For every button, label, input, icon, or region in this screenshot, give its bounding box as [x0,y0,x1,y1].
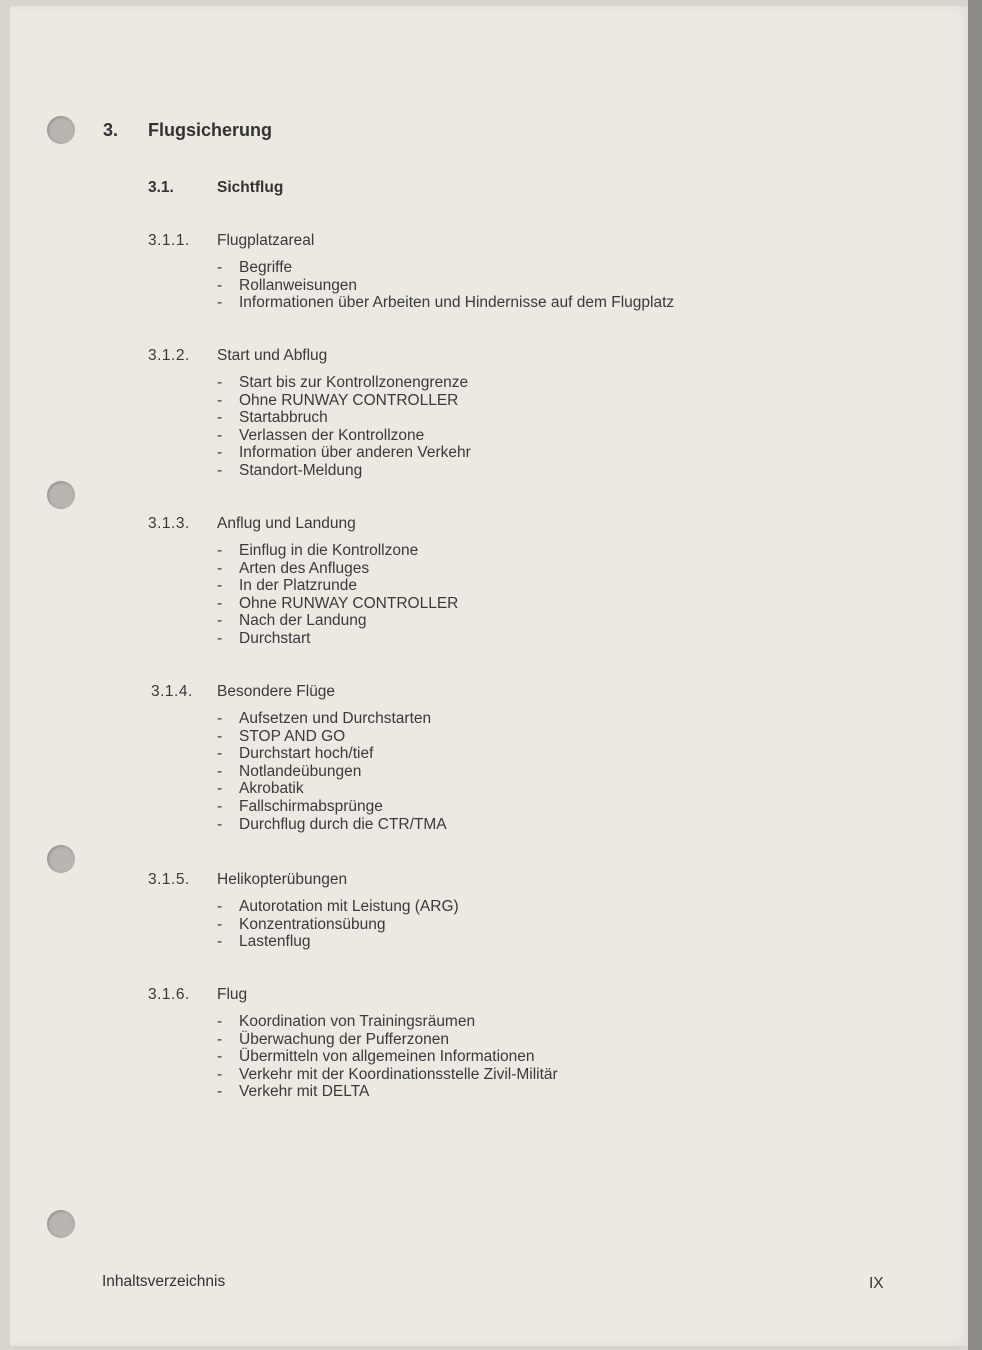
list-item-text: Start bis zur Kontrollzonengrenze [239,374,469,391]
list-item-text: Lastenflug [239,933,311,951]
list-item-text: Begriffe [239,259,293,276]
list-item-text: Startabbruch [239,409,328,427]
bullet-dash: - [217,710,223,727]
punch-hole-1 [47,116,75,144]
subsection-number: 3.1.1. [148,232,190,249]
list-item-text: Koordination von Trainingsräumen [239,1013,476,1030]
list-item-text: Notlandeübungen [239,762,362,780]
list-item-text: Informationen über Arbeiten und Hindernisse auf dem Flugplatz [239,294,675,312]
punch-hole-3 [47,845,75,873]
chapter-number: 3. [103,120,119,140]
bullet-dash: - [217,629,223,647]
subsection-number: 3.1.6. [148,986,190,1003]
subsection-title: Helikopterübungen [217,871,348,888]
bullet-dash: - [217,745,223,763]
bullet-dash: - [217,815,223,833]
subsection-title: Start und Abflug [217,347,328,364]
subsection-number: 3.1.2. [148,347,190,364]
footer-document-title: Inhaltsverzeichnis [102,1273,226,1290]
list-item-text: Durchflug durch die CTR/TMA [239,815,447,833]
bullet-dash: - [217,933,223,951]
bullet-dash: - [217,276,223,294]
list-item-text: Ohne RUNWAY CONTROLLER [239,594,459,612]
list-item-text: Verlassen der Kontrollzone [239,426,425,444]
list-item-text: Standort-Meldung [239,461,363,479]
bullet-dash: - [217,612,223,630]
list-item-text: Information über anderen Verkehr [239,444,471,462]
punch-hole-2 [47,481,75,509]
list-item-text: Überwachung der Pufferzonen [239,1030,449,1048]
subsection-title: Besondere Flüge [217,683,336,700]
bullet-dash: - [217,898,223,915]
list-item-text: In der Platzrunde [239,577,358,595]
subsection-number: 3.1.5. [148,871,190,888]
bullet-dash: - [217,1065,223,1083]
section-title: Sichtflug [217,179,284,196]
bullet-dash: - [217,374,223,391]
list-item-text: Einflug in die Kontrollzone [239,542,419,559]
bullet-dash: - [217,727,223,745]
punch-hole-4 [47,1210,75,1238]
footer-page-number: IX [869,1275,884,1292]
section-number: 3.1. [148,179,174,196]
list-item-text: Fallschirmabsprünge [239,797,383,815]
bullet-dash: - [217,542,223,559]
bullet-dash: - [217,391,223,409]
bullet-dash: - [217,1013,223,1030]
bullet-dash: - [217,426,223,444]
bullet-dash: - [217,559,223,577]
bullet-dash: - [217,1030,223,1048]
bullet-dash: - [217,294,223,312]
list-item-text: Aufsetzen und Durchstarten [239,710,432,727]
list-item-text: Verkehr mit der Koordinationsstelle Zivil-Militär [239,1065,558,1083]
subsection-title: Flugplatzareal [217,232,315,249]
list-item-text: STOP AND GO [239,727,346,745]
list-item-text: Autorotation mit Leistung (ARG) [239,898,459,915]
subsection-number: 3.1.4. [151,683,193,700]
bullet-dash: - [217,577,223,595]
bullet-dash: - [217,594,223,612]
list-item-text: Akrobatik [239,780,304,798]
document-page [10,6,970,1346]
bullet-dash: - [217,444,223,462]
list-item-text: Durchstart hoch/tief [239,745,374,763]
list-item-text: Ohne RUNWAY CONTROLLER [239,391,459,409]
chapter-title: Flugsicherung [148,120,273,140]
subsection-number: 3.1.3. [148,515,190,532]
list-item-text: Verkehr mit DELTA [239,1083,370,1101]
bullet-dash: - [217,461,223,479]
page-edge-shadow [968,0,982,1350]
subsection-title: Flug [217,986,248,1003]
list-item-text: Konzentrationsübung [239,915,386,933]
bullet-dash: - [217,409,223,427]
bullet-dash: - [217,780,223,798]
bullet-dash: - [217,762,223,780]
subsection-title: Anflug und Landung [217,515,356,532]
bullet-dash: - [217,1048,223,1066]
list-item-text: Übermitteln von allgemeinen Informationen [239,1048,535,1066]
list-item-text: Nach der Landung [239,612,367,630]
bullet-dash: - [217,259,223,276]
list-item-text: Arten des Anfluges [239,559,370,577]
bullet-dash: - [217,1083,223,1101]
list-item-text: Rollanweisungen [239,276,358,294]
bullet-dash: - [217,915,223,933]
bullet-dash: - [217,797,223,815]
list-item-text: Durchstart [239,629,311,647]
